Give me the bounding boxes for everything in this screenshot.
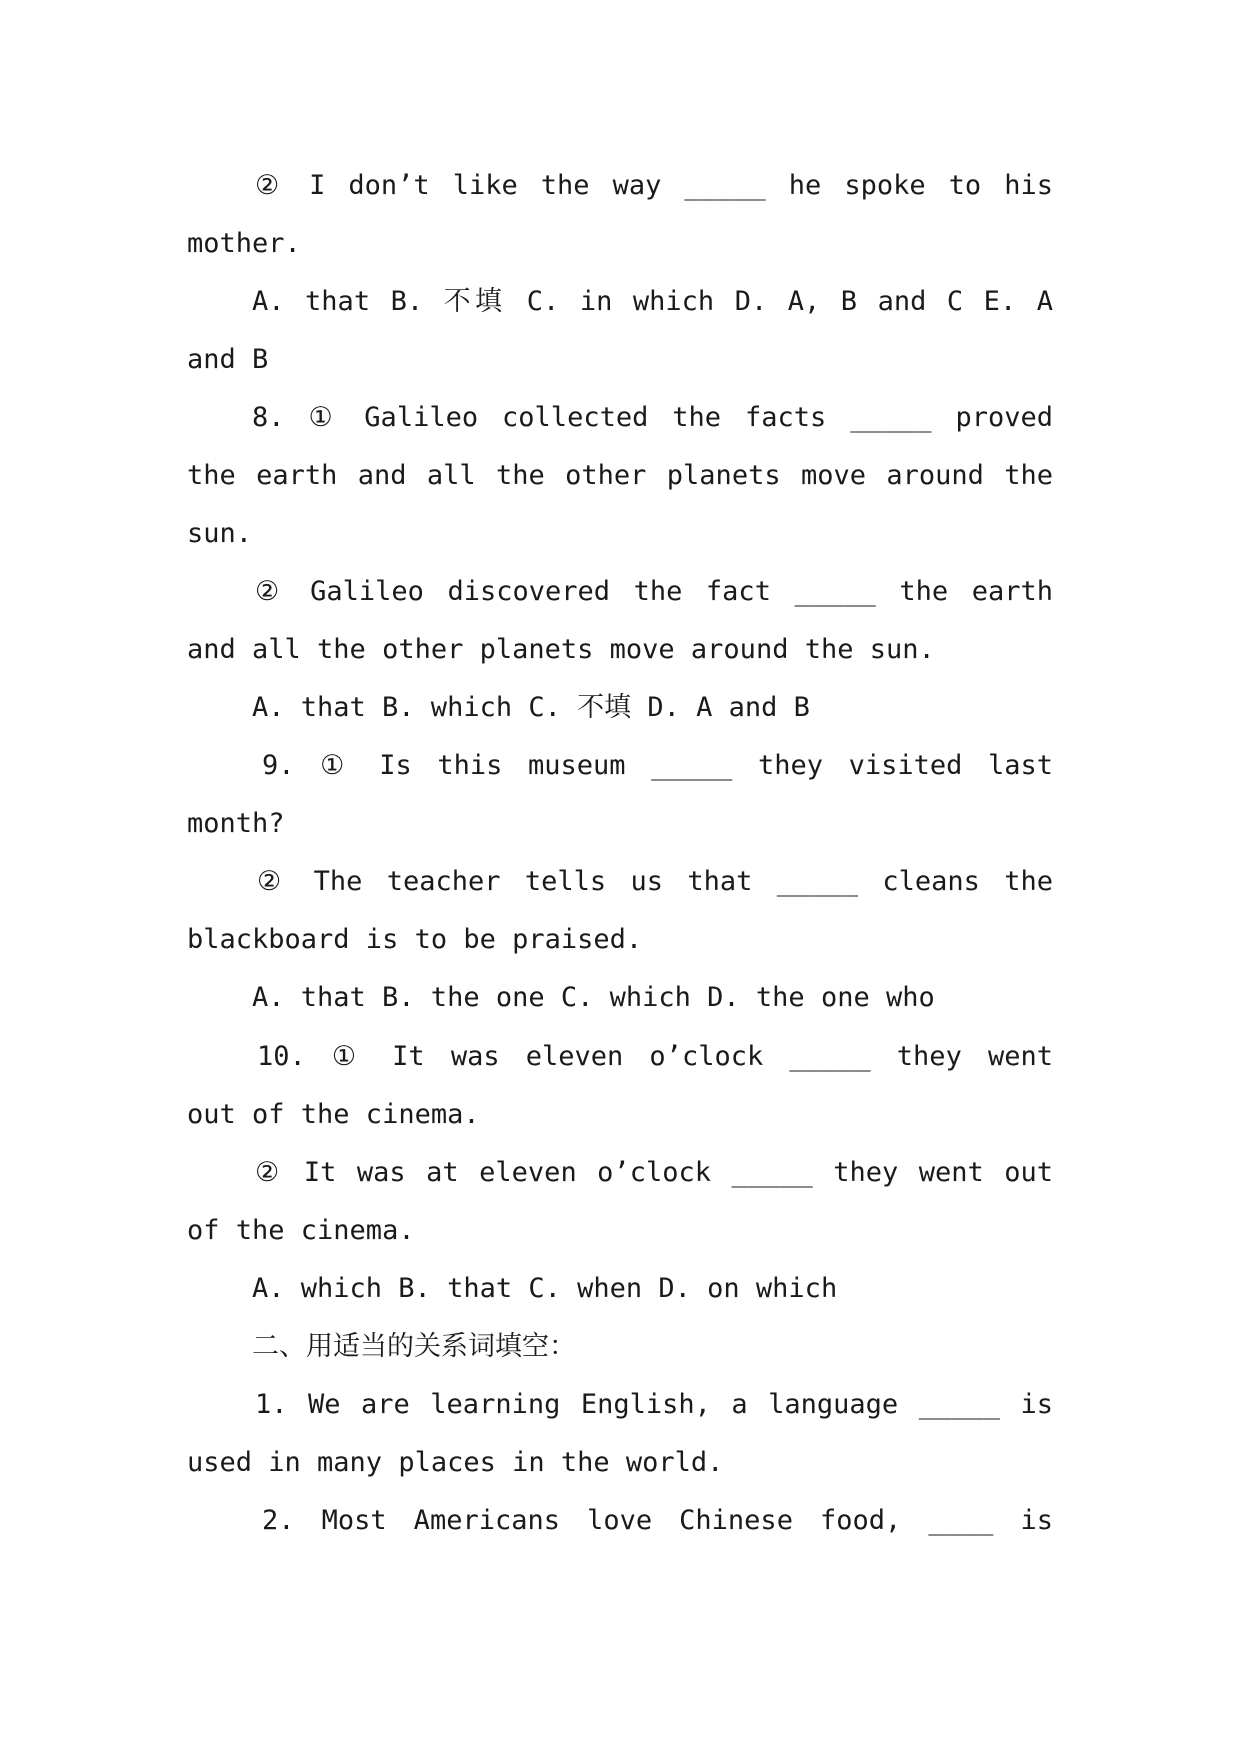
q8-options: A. that B. which C. 不填 D. A and B (252, 692, 810, 723)
q7-options-line2: and B (187, 344, 269, 375)
q10-part2-line2: of the cinema. (187, 1215, 415, 1246)
q7-part2-line2: mother. (187, 228, 301, 259)
q9-part1-line2: month? (187, 808, 285, 839)
q10-options: A. which B. that C. when D. on which (252, 1273, 838, 1304)
s2-q1-line2: used in many places in the world. (187, 1447, 724, 1478)
q9-part2-line2: blackboard is to be praised. (187, 924, 643, 955)
q10-part1-line2: out of the cinema. (187, 1099, 480, 1130)
q10-part2-line1: ② It was at eleven o’clock _____ they went out (255, 1157, 1053, 1188)
s2-q1-line1: 1. We are learning English, a language _____ is (255, 1389, 1053, 1420)
section-two-heading: 二、用适当的关系词填空： (252, 1331, 576, 1362)
s2-q2-line1: 2. Most Americans love Chinese food, ____ is (262, 1505, 1053, 1536)
q7-part2-line1: ② I don’t like the way _____ he spoke to his (255, 170, 1053, 201)
q8-part2-line1: ② Galileo discovered the fact _____ the earth (255, 576, 1053, 607)
q7-options-line1: A. that B. 不填 C. in which D. A, B and C E. A (252, 286, 1053, 317)
q9-part2-line1: ② The teacher tells us that _____ cleans the (257, 866, 1053, 897)
q9-options: A. that B. the one C. which D. the one who (252, 982, 935, 1013)
q8-part1-line3: sun. (187, 518, 253, 549)
q10-part1-line1: 10. ① It was eleven o’clock _____ they went (257, 1041, 1053, 1072)
q8-part1-line1: 8. ① Galileo collected the facts _____ proved (252, 402, 1053, 433)
q8-part2-line2: and all the other planets move around the sun. (187, 634, 935, 665)
q9-part1-line1: 9. ① Is this museum _____ they visited last (262, 750, 1053, 781)
q8-part1-line2: the earth and all the other planets move around the (187, 460, 1053, 491)
